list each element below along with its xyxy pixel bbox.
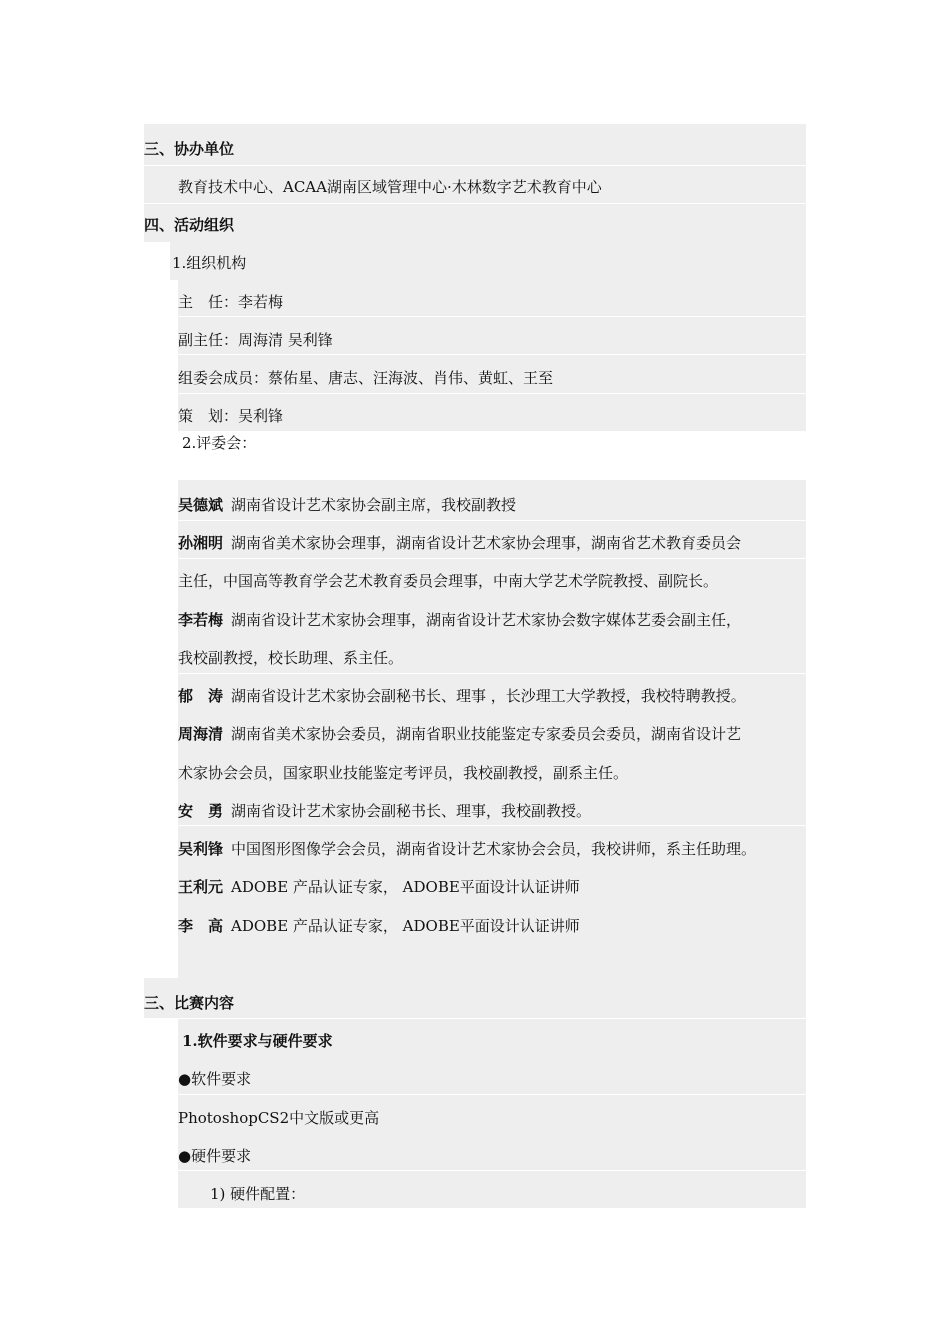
jury-member-desc: 湖南省美术家协会委员，湖南省职业技能鉴定专家委员会委员，湖南省设计艺 <box>231 725 742 743</box>
white-gap-1 <box>144 242 170 280</box>
jury-member-name: 李 高 <box>178 917 224 935</box>
jury-member-name: 王利元 <box>178 878 224 896</box>
subsection-heading: 1.软件要求与硬件要求 <box>182 1032 333 1050</box>
jury-member-name: 安 勇 <box>178 802 224 820</box>
separator <box>178 393 806 394</box>
separator <box>178 354 806 355</box>
jury-member-name: 吴利锋 <box>178 840 224 858</box>
jury-member-desc: 湖南省设计艺术家协会副秘书长、理事，我校副教授。 <box>231 802 592 820</box>
jury-member-desc: 湖南省设计艺术家协会理事，湖南省设计艺术家协会数字媒体艺委会副主任， <box>231 611 742 629</box>
jury-member-desc: 湖南省美术家协会理事，湖南省设计艺术家协会理事，湖南省艺术教育委员会 <box>231 534 742 552</box>
section-title: 四、活动组织 <box>144 216 235 234</box>
jury-member-desc: 中国图形图像学会会员，湖南省设计艺术家协会会员，我校讲师，系主任助理。 <box>231 840 757 858</box>
white-gap-2 <box>144 280 178 432</box>
hardware-requirement-title: ●硬件要求 <box>178 1147 252 1165</box>
org-vice-director: 副主任：周海清 吴利锋 <box>178 331 333 349</box>
separator <box>178 316 806 317</box>
software-requirement-title: ●软件要求 <box>178 1070 252 1088</box>
co-organizer-text: 教育技术中心、ACAA湖南区域管理中心·木林数字艺术教育中心 <box>178 178 602 196</box>
jury-member-name: 吴德斌 <box>178 496 224 514</box>
jury-member-desc: 湖南省设计艺术家协会副主席，我校副教授 <box>231 496 517 514</box>
shade-block-3 <box>144 978 806 1018</box>
subsection-heading: 2.评委会： <box>182 434 257 452</box>
separator <box>178 558 806 559</box>
jury-member-desc: ADOBE 产品认证专家， ADOBE平面设计认证讲师 <box>231 917 580 935</box>
jury-member-desc-cont: 术家协会会员，国家职业技能鉴定考评员，我校副教授，副系主任。 <box>178 764 629 782</box>
jury-member <box>178 533 741 553</box>
jury-member-name: 郁 涛 <box>178 687 224 705</box>
jury-member <box>178 916 580 936</box>
section-title: 三、比赛内容 <box>144 994 235 1012</box>
jury-member <box>178 686 746 706</box>
org-director: 主 任：李若梅 <box>178 293 284 311</box>
jury-member-name: 李若梅 <box>178 611 224 629</box>
separator <box>178 1170 806 1171</box>
hardware-config-item: 1) 硬件配置： <box>210 1185 306 1203</box>
software-requirement-value: PhotoshopCS2中文版或更高 <box>178 1109 380 1127</box>
separator <box>144 165 806 166</box>
jury-member <box>178 724 741 744</box>
org-committee-members: 组委会成员：蔡佑星、唐志、汪海波、肖伟、黄虹、王至 <box>178 369 554 387</box>
jury-member <box>178 801 591 821</box>
jury-member-name: 孙湘明 <box>178 534 224 552</box>
jury-member <box>178 877 580 897</box>
jury-member-desc: ADOBE 产品认证专家， ADOBE平面设计认证讲师 <box>231 878 580 896</box>
separator <box>178 673 806 674</box>
jury-member-name: 周海清 <box>178 725 224 743</box>
separator <box>178 825 806 826</box>
org-planner: 策 划：吴利锋 <box>178 407 284 425</box>
section-title: 三、协办单位 <box>144 140 235 158</box>
subsection-heading: 1.组织机构 <box>172 254 247 272</box>
separator <box>178 1094 806 1095</box>
jury-member <box>178 839 756 859</box>
jury-member-desc-cont: 主任，中国高等教育学会艺术教育委员会理事，中南大学艺术学院教授、副院长。 <box>178 572 719 590</box>
jury-member <box>178 610 741 630</box>
separator <box>144 203 806 204</box>
separator <box>178 520 806 521</box>
jury-member <box>178 495 516 515</box>
jury-member-desc-cont: 我校副教授，校长助理、系主任。 <box>178 649 404 667</box>
jury-member-desc: 湖南省设计艺术家协会副秘书长、理事 ，长沙理工大学教授，我校特聘教授。 <box>231 687 746 705</box>
separator <box>144 1018 806 1019</box>
